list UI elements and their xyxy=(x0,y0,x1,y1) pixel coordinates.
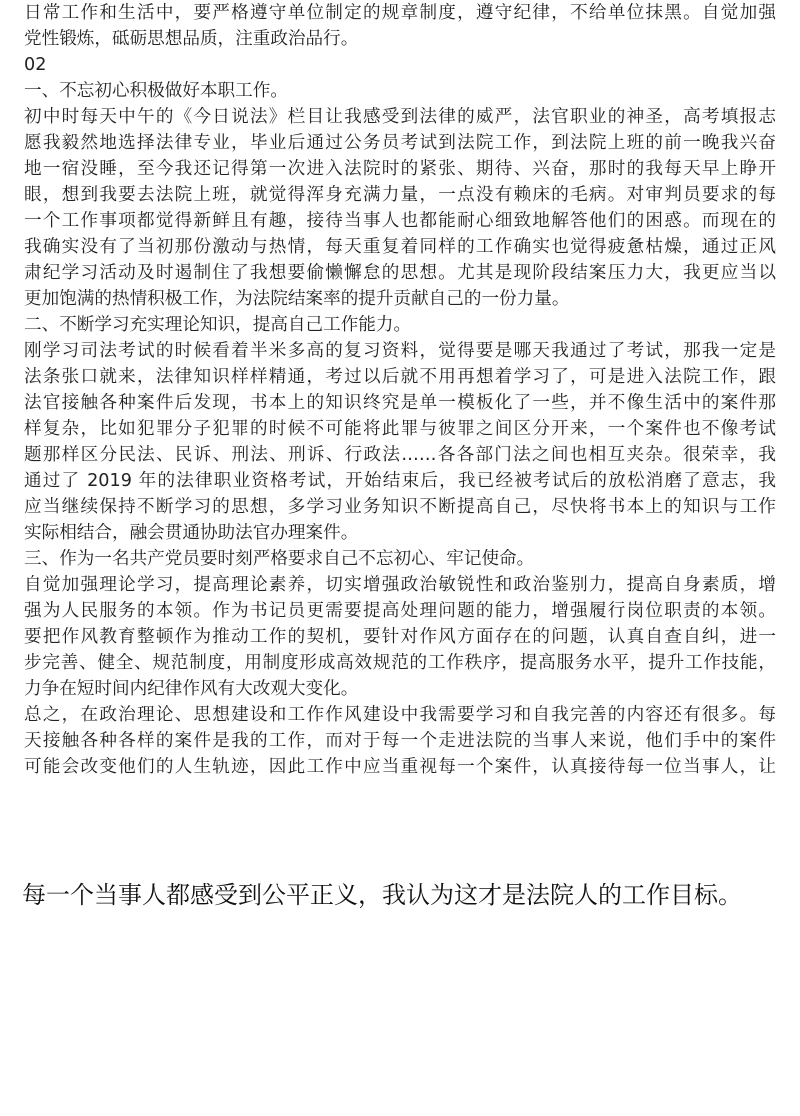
text-line: 眼，想到我要去法院上班，就觉得浑身充满力量，一点没有赖床的毛病。对审判员要求的每 xyxy=(24,185,776,205)
text-line: 力争在短时间内纪律作风有大改观大变化。 xyxy=(24,679,359,699)
section-heading: 二、不断学习充实理论知识，提高自己工作能力。 xyxy=(24,315,412,335)
text-line: 通过了 2019 年的法律职业资格考试，开始结束后，我已经被考试后的放松消磨了意志，我 xyxy=(24,471,776,491)
section-heading: 三、作为一名共产党员要时刻严格要求自己不忘初心、牢记使命。 xyxy=(24,549,535,569)
text-line: 总之，在政治理论、思想建设和工作作风建设中我需要学习和自我完善的内容还有很多。每 xyxy=(24,705,776,725)
section-heading: 一、不忘初心积极做好本职工作。 xyxy=(24,81,288,101)
text-line: 题那样区分民法、民诉、刑法、刑诉、行政法……各各部门法之间也相互夹杂。很荣幸，我 xyxy=(24,445,776,465)
text-line: 法官接触各种案件后发现，书本上的知识终究是单一模板化了一些，并不像生活中的案件那 xyxy=(24,393,776,413)
text-line: 一个工作事项都觉得新鲜且有趣，接待当事人也都能耐心细致地解答他们的困惑。而现在的 xyxy=(24,211,776,231)
text-line: 刚学习司法考试的时候看着半米多高的复习资料，觉得要是哪天我通过了考试，那我一定是 xyxy=(24,341,776,361)
text-line: 天接触各种各样的案件是我的工作，而对于每一个走进法院的当事人来说，他们手中的案件 xyxy=(24,731,776,751)
text-line: 强为人民服务的本领。作为书记员更需要提高处理问题的能力，增强履行岗位职责的本领。 xyxy=(24,601,776,621)
text-line: 实际相结合，融会贯通协助法官办理案件。 xyxy=(24,523,359,543)
text-line: 自觉加强理论学习，提高理论素养，切实增强政治敏锐性和政治鉴别力，提高自身素质，增 xyxy=(24,575,776,595)
text-line: 地一宿没睡，至今我还记得第一次进入法院时的紧张、期待、兴奋，那时的我每天早上睁开 xyxy=(24,159,776,179)
text-line: 更加饱满的热情积极工作，为法院结案率的提升贡献自己的一份力量。 xyxy=(24,289,570,309)
text-line: 肃纪学习活动及时遏制住了我想要偷懒懈怠的思想。尤其是现阶段结案压力大，我更应当以 xyxy=(24,263,776,283)
text-line: 党性锻炼，砥砺思想品质，注重政治品行。 xyxy=(24,29,359,49)
text-line: 应当继续保持不断学习的思想，多学习业务知识不断提高自己，尽快将书本上的知识与工作 xyxy=(24,497,776,517)
text-line: 愿我毅然地选择法律专业，毕业后通过公务员考试到法院工作，到法院上班的前一晚我兴奋 xyxy=(24,133,776,153)
text-line: 我确实没有了当初那份激动与热情，每天重复着同样的工作确实也觉得疲惫枯燥，通过正风 xyxy=(24,237,776,257)
text-line: 初中时每天中午的《今日说法》栏目让我感受到法律的威严，法官职业的神圣，高考填报志 xyxy=(24,107,776,127)
section-number: 02 xyxy=(24,55,47,75)
text-line: 步完善、健全、规范制度，用制度形成高效规范的工作秩序，提高服务水平，提升工作技能， xyxy=(24,653,776,673)
text-line: 样复杂，比如犯罪分子犯罪的时候不可能将此罪与彼罪之间区分开来，一个案件也不像考试 xyxy=(24,419,776,439)
text-line: 要把作风教育整顿作为推动工作的契机，要针对作风方面存在的问题，认真自查自纠，进一 xyxy=(24,627,776,647)
text-line: 日常工作和生活中，要严格遵守单位制定的规章制度，遵守纪律，不给单位抹黑。自觉加强 xyxy=(24,3,776,23)
closing-line: 每一个当事人都感受到公平正义，我认为这才是法院人的工作目标。 xyxy=(22,881,742,909)
text-line: 可能会改变他们的人生轨迹，因此工作中应当重视每一个案件，认真接待每一位当事人，让 xyxy=(24,757,776,777)
text-line: 法条张口就来，法律知识样样精通，考过以后就不用再想着学习了，可是进入法院工作，跟 xyxy=(24,367,776,387)
